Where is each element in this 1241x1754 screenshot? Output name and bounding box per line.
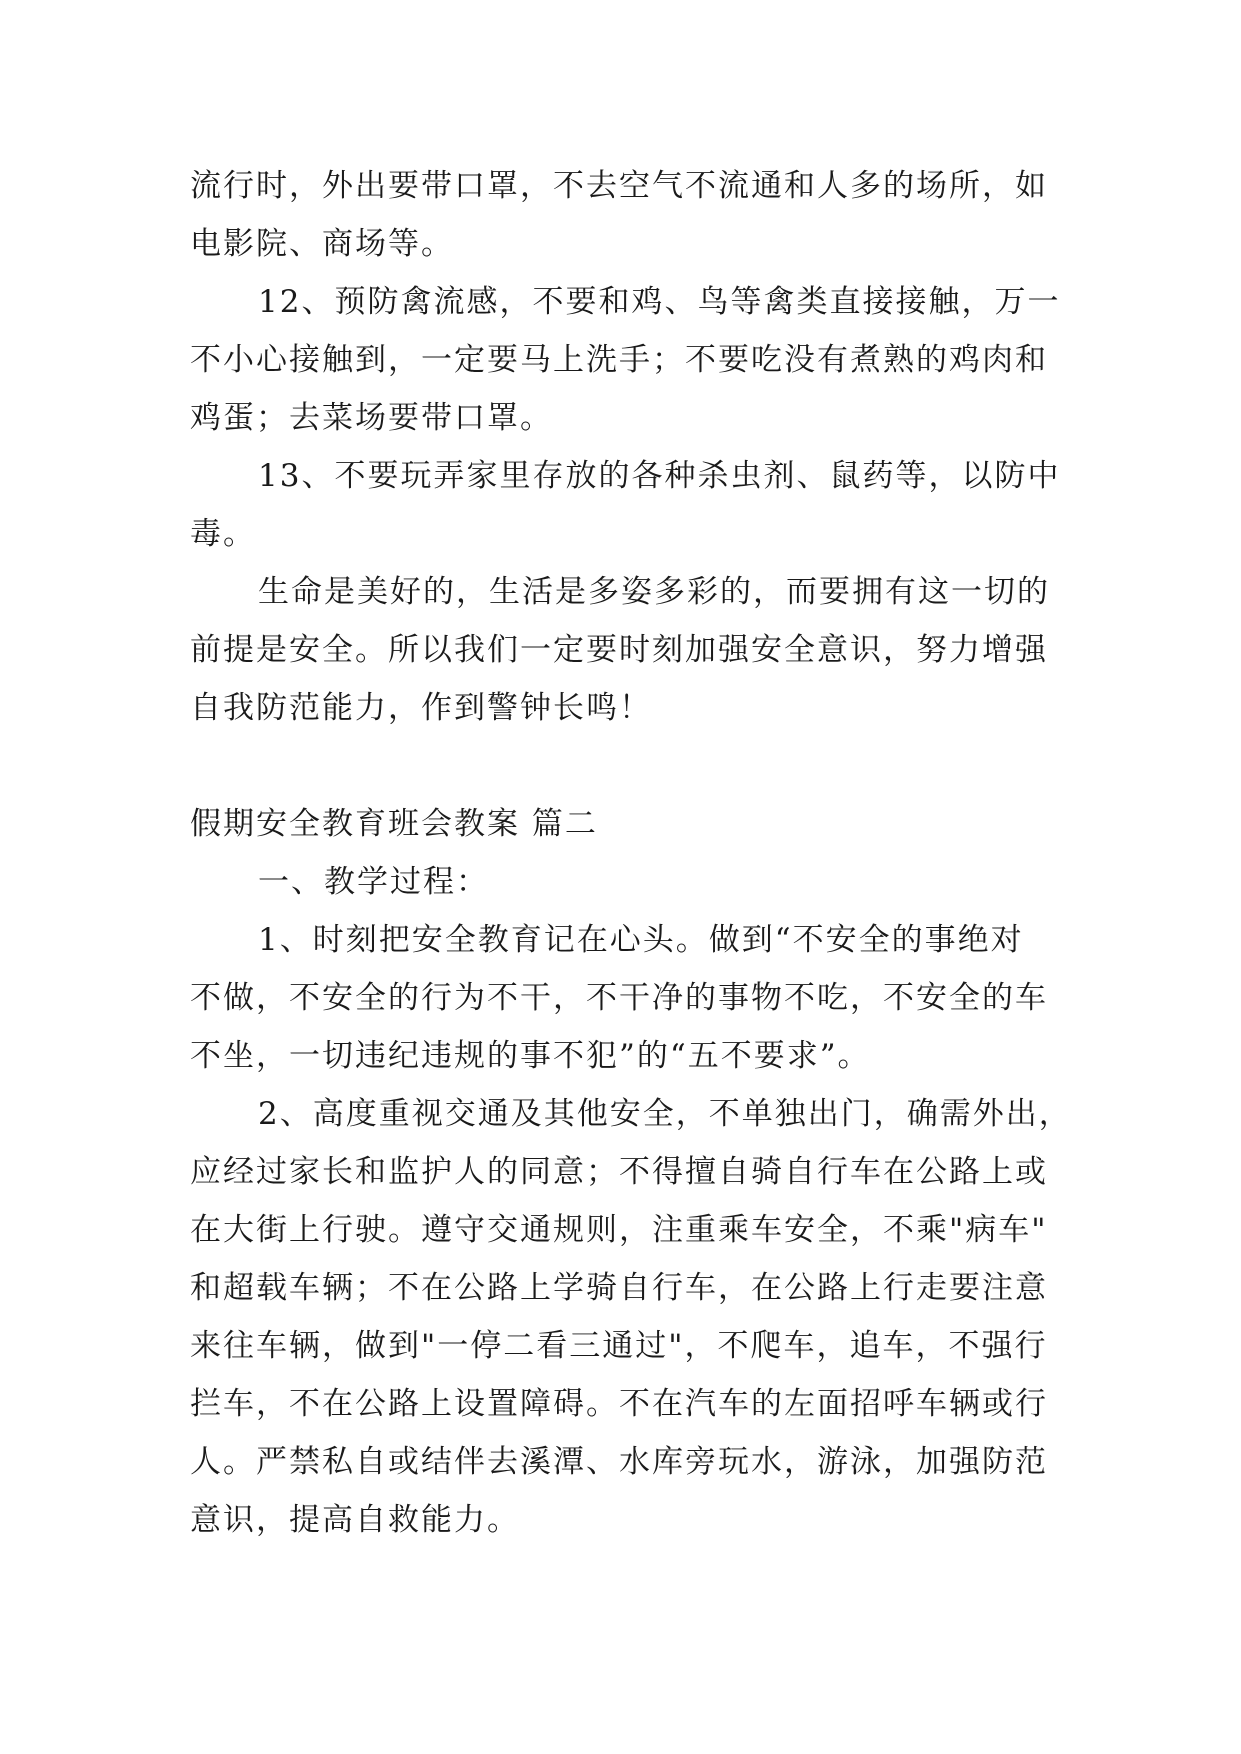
paragraph-closing <box>190 563 1070 737</box>
text-line: 意识，提高自救能力。 <box>190 1502 520 1538</box>
paragraph-item-2 <box>190 1085 1070 1549</box>
text-line: 前提是安全。所以我们一定要时刻加强安全意识，努力增强 <box>190 632 1048 668</box>
text-line: 生命是美好的，生活是多姿多彩的，而要拥有这一切的 <box>258 574 1050 610</box>
paragraph-continuation <box>190 157 1070 273</box>
text-line: 不做，不安全的行为不干，不干净的事物不吃，不安全的车 <box>190 980 1048 1016</box>
paragraph-item-1 <box>190 911 1070 1085</box>
paragraph-item-13 <box>190 447 1070 563</box>
section-subtitle: 一、教学过程： <box>258 864 489 900</box>
text-line: 在大街上行驶。遵守交通规则，注重乘车安全，不乘"病车" <box>190 1212 1048 1248</box>
section-gap <box>190 737 1070 795</box>
text-line: 人。严禁私自或结伴去溪潭、水库旁玩水，游泳，加强防范 <box>190 1444 1048 1480</box>
text-line: 毒。 <box>190 516 256 552</box>
text-line: 来往车辆，做到"一停二看三通过"，不爬车，追车，不强行 <box>190 1328 1048 1364</box>
text-line: 不坐，一切违纪违规的事不犯”的“五不要求”。 <box>190 1038 871 1074</box>
text-line: 鸡蛋；去菜场要带口罩。 <box>190 400 553 436</box>
text-line: 和超载车辆；不在公路上学骑自行车，在公路上行走要注意 <box>190 1270 1048 1306</box>
text-line: 2、高度重视交通及其他安全，不单独出门，确需外出， <box>258 1096 1072 1132</box>
text-line: 应经过家长和监护人的同意；不得擅自骑自行车在公路上或 <box>190 1154 1048 1190</box>
text-line: 1、时刻把安全教育记在心头。做到“不安全的事绝对 <box>258 922 1024 958</box>
document-page <box>190 157 1070 1549</box>
paragraph-item-12 <box>190 273 1070 447</box>
text-line: 拦车，不在公路上设置障碍。不在汽车的左面招呼车辆或行 <box>190 1386 1048 1422</box>
text-line: 不小心接触到，一定要马上洗手；不要吃没有煮熟的鸡肉和 <box>190 342 1048 378</box>
text-line: 12、预防禽流感，不要和鸡、鸟等禽类直接接触，万一 <box>258 284 1061 320</box>
section-title: 假期安全教育班会教案 篇二 <box>190 806 598 842</box>
text-line: 13、不要玩弄家里存放的各种杀虫剂、鼠药等，以防中 <box>258 458 1061 494</box>
text-line: 自我防范能力，作到警钟长鸣！ <box>190 690 652 726</box>
text-line: 电影院、商场等。 <box>190 226 454 262</box>
text-line: 流行时，外出要带口罩，不去空气不流通和人多的场所，如 <box>190 168 1048 204</box>
